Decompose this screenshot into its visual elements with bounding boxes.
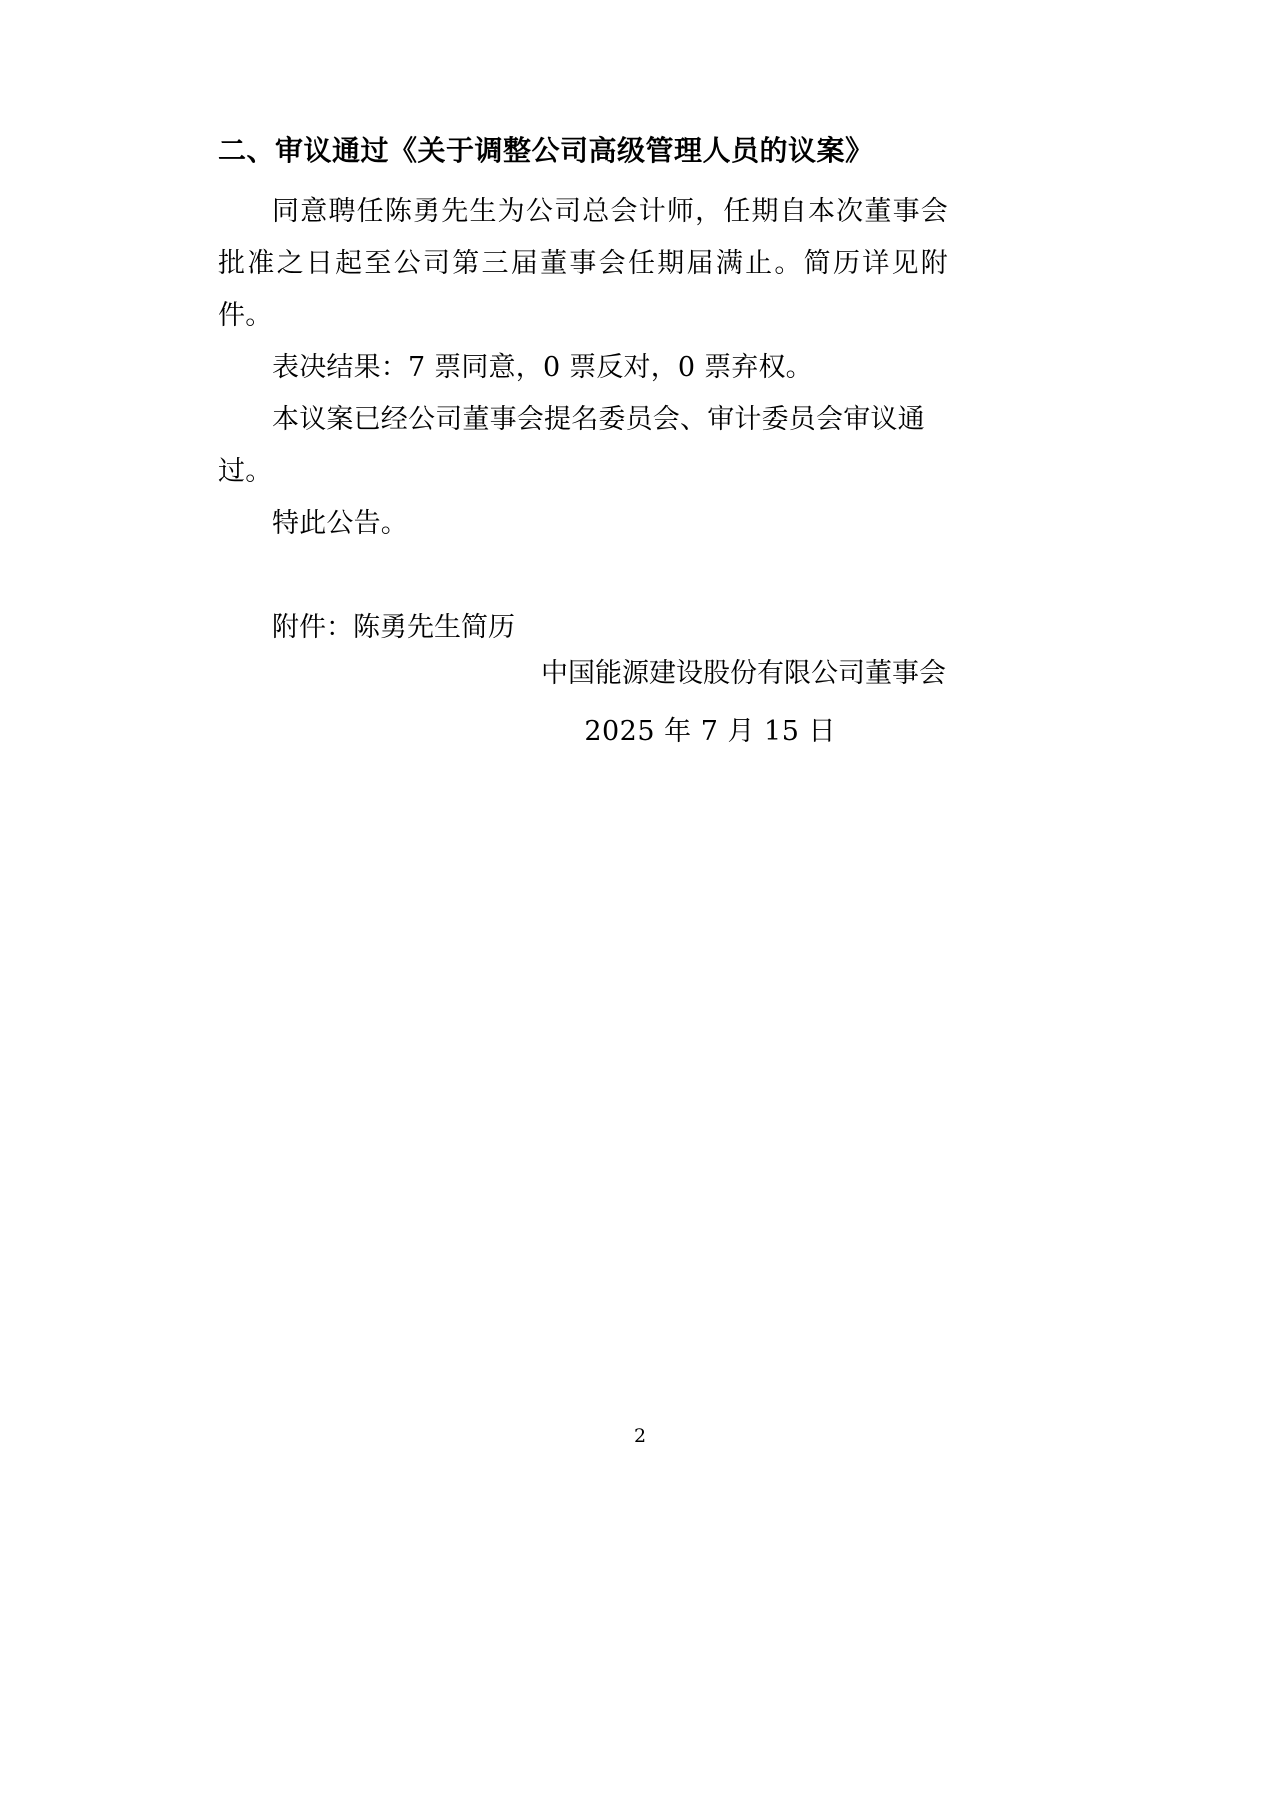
page-number: 2 bbox=[633, 1425, 647, 1447]
signature-block bbox=[218, 645, 948, 761]
paragraph-spacer bbox=[218, 550, 948, 602]
paragraph-committee-review: 本议案已经公司董事会提名委员会、审计委员会审议通过。 bbox=[218, 404, 925, 487]
attachment-line: 附件：陈勇先生简历 bbox=[272, 612, 515, 643]
signature-date: 2025 年 7 月 15 日 bbox=[584, 716, 836, 747]
paragraph-vote-result: 表决结果：7 票同意，0 票反对，0 票弃权。 bbox=[272, 352, 813, 383]
section-heading: 二、审议通过《关于调整公司高级管理人员的议案》 bbox=[218, 134, 874, 167]
document-body bbox=[218, 130, 948, 654]
signature-issuer: 中国能源建设股份有限公司董事会 bbox=[541, 658, 946, 689]
paragraph-announcement-note: 特此公告。 bbox=[272, 508, 408, 539]
paragraph-appointment: 同意聘任陈勇先生为公司总会计师，任期自本次董事会批准之日起至公司第三届董事会任期届满止。简历详见附件。 bbox=[218, 196, 948, 331]
